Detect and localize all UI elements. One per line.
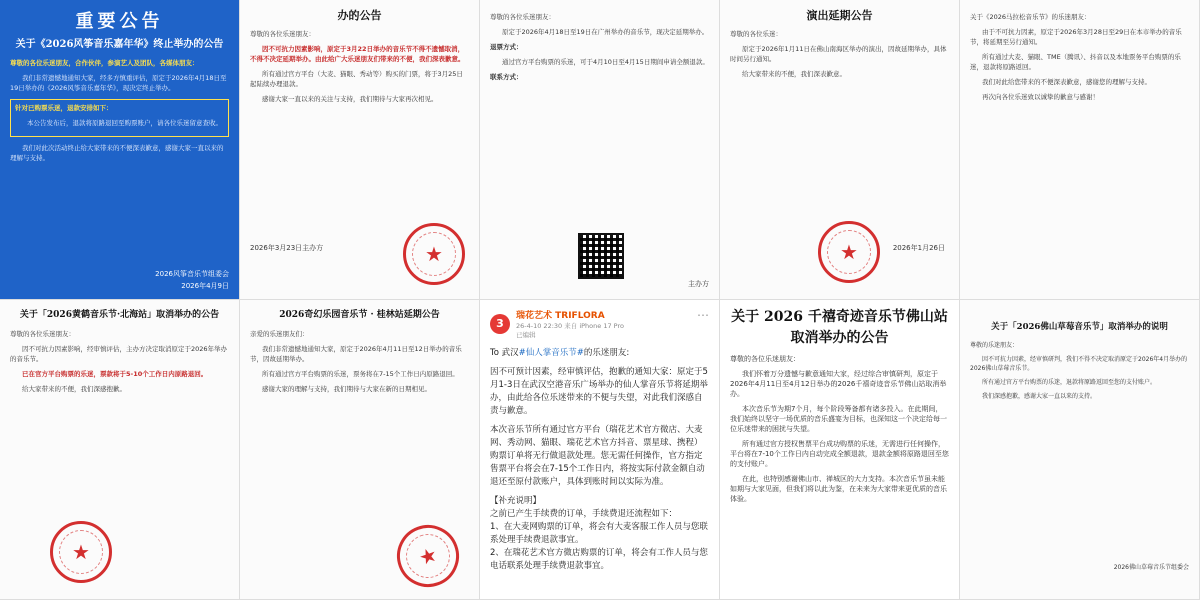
official-seal bbox=[388, 516, 467, 595]
official-seal bbox=[50, 521, 112, 583]
apology-paragraph: 我们对此次活动终止给大家带来的不便深表歉意，感谢大家一直以来的理解与支持。 bbox=[10, 144, 224, 162]
announcement-greeting: 尊敬的乐迷朋友： bbox=[970, 342, 1019, 349]
announcement-title: 2026奇幻乐园音乐节 · 桂林站延期公告 bbox=[279, 310, 440, 320]
organizer-signature: 2026年3月23日主办方 bbox=[250, 244, 324, 252]
announcement-paragraph: 我们非常遗憾地通知大家，经多方慎重评估，原定于2026年4月18日至19日举办的《2026风筝音乐嘉年华》，现决定终止举办。 bbox=[10, 74, 227, 92]
post-paragraph: 2、在瑞花艺术官方微店购票的订单，将会有工作人员与您电话联系处理手续费退款事宜。 bbox=[490, 548, 708, 571]
refund-paragraph: 所有通过官方平台（大麦、猫眼、秀动等）购买的门票，将于3月25日起陆续办理退款。 bbox=[250, 70, 463, 88]
announcement-greeting: 关于《2026马拉松音乐节》的乐迷朋友： bbox=[970, 13, 1091, 21]
refund-paragraph: 所有通过官方平台购票的乐迷，退款将原路返回至您的支付账户。 bbox=[982, 379, 1157, 386]
organizer-signature: 主办方 bbox=[688, 280, 709, 288]
refund-heading: 退票方式： bbox=[490, 43, 523, 51]
refund-paragraph bbox=[10, 369, 229, 379]
announcement-title: 关于「2026佛山草莓音乐节」取消举办的说明 bbox=[991, 322, 1168, 332]
refund-paragraph: 通过官方平台购票的乐迷，可于4月10日至4月15日期间申请全额退款。 bbox=[502, 58, 709, 66]
thanks-paragraph: 在此，也特别感谢佛山市、禅城区的大力支持。本次音乐节虽未能如期与大家见面，但我们将以此为鉴，在未来为大家带来更优质的音乐体验。 bbox=[730, 475, 947, 503]
announcement-tile-5 bbox=[960, 0, 1200, 300]
greeting-prefix: To 武汉 bbox=[490, 348, 519, 358]
seal-star-icon: ★ bbox=[415, 541, 441, 571]
post-paragraph: 之前已产生手续费的订单，手续费退还流程如下： bbox=[490, 509, 678, 519]
post-greeting bbox=[490, 347, 709, 360]
refund-paragraph: 所有通过官方授权售票平台成功购票的乐迷，无需进行任何操作，平台将在7-10个工作日内自动完成全额退款，退款金额将原路退回至您的支付账户。 bbox=[730, 440, 949, 468]
announcement-paragraph: 原定于2026年4月18日至19日在广州举办的音乐节，现决定延期举办。 bbox=[502, 28, 709, 36]
avatar[interactable]: 3 bbox=[490, 314, 510, 334]
seal-star-icon: ★ bbox=[425, 242, 443, 266]
announcement-heading: 重要公告 bbox=[75, 11, 164, 32]
announcement-tile-3 bbox=[480, 0, 720, 300]
announcement-paragraph: 我们非常遗憾地通知大家，原定于2026年4月11日至12日举办的音乐节，因故延期举办。 bbox=[250, 345, 462, 363]
announcement-greeting: 尊敬的各位乐迷： bbox=[730, 30, 782, 38]
announcement-greeting: 尊敬的各位乐迷朋友： bbox=[10, 330, 75, 338]
announcement-paragraph: 本次音乐节为期7个月，每个阶段筹备都有诸多投入。在此期间，我们始终以坚守一场优质的音乐盛宴为目标，也深知这一个决定给每一位乐迷带来的困扰与失望。 bbox=[730, 405, 947, 433]
organizer-signature: 2026佛山草莓音乐节组委会 bbox=[1113, 564, 1189, 571]
announcement-greeting: 尊敬的各位乐迷朋友，合作伙伴，参演艺人及团队，各媒体朋友： bbox=[10, 59, 199, 67]
post-edited-label: 已编辑 bbox=[516, 331, 536, 339]
announcement-paragraph: 由于不可抗力因素，原定于2026年3月28日至29日在本市举办的音乐节，将延期至另行通知。 bbox=[970, 28, 1182, 46]
post-device: 来自 iPhone 17 Pro bbox=[564, 322, 624, 330]
announcement-paragraph bbox=[250, 44, 469, 64]
apology-paragraph: 给大家带来的不便，我们深感抱歉。 bbox=[22, 385, 126, 393]
post-paragraph: 因不可预计因素，经审慎评估，抱歉的通知大家：原定于5月1-3日在武汉空港音乐广场举办的仙人掌音乐节将延期举办，由此给各位乐迷带来的不便与失望，对此我们深感自责与歉意。 bbox=[490, 367, 708, 416]
announcement-date: 2026年4月9日 bbox=[181, 282, 229, 290]
announcement-title-line2: 取消举办的公告 bbox=[790, 330, 889, 346]
more-options-icon[interactable]: ⋯ bbox=[697, 308, 709, 322]
announcement-greeting: 尊敬的各位乐迷朋友： bbox=[490, 13, 555, 21]
refund-paragraph: 所有通过官方平台购票的乐迷，票务将在7-15个工作日内原路退回。 bbox=[262, 370, 459, 378]
announcement-tile-9 bbox=[720, 300, 960, 600]
post-body bbox=[480, 343, 719, 583]
apology-paragraph: 我们深感抱歉，感谢大家一直以来的支持。 bbox=[982, 393, 1097, 400]
announcement-tile-6 bbox=[0, 300, 240, 600]
post-supplement-heading: 【补充说明】 bbox=[490, 496, 542, 506]
apology-paragraph: 我们对此给您带来的不便深表歉意，感谢您的理解与支持。 bbox=[982, 78, 1151, 86]
apology-paragraph: 给大家带来的不便，我们深表歉意。 bbox=[742, 70, 846, 78]
announcement-greeting: 尊敬的各位乐迷朋友： bbox=[250, 30, 315, 38]
post-time: 26-4-10 22:30 bbox=[516, 322, 563, 330]
announcement-title: 演出延期公告 bbox=[806, 9, 873, 22]
announcement-tile-10 bbox=[960, 300, 1200, 600]
organizer-signature: 2026风筝音乐节组委会 bbox=[155, 270, 229, 278]
seal-star-icon: ★ bbox=[72, 540, 90, 564]
official-seal bbox=[403, 223, 465, 285]
post-header bbox=[480, 300, 719, 343]
thanks-paragraph: 感谢大家的理解与支持，我们期待与大家在新的日期相见。 bbox=[262, 385, 431, 393]
announcement-tile-4 bbox=[720, 0, 960, 300]
refund-paragraph: 所有通过大麦、猫眼、TME（腾讯）、抖音以及本地票务平台购票的乐迷，退款将原路返回。 bbox=[970, 53, 1181, 71]
qr-code-icon bbox=[578, 233, 624, 279]
announcement-title: 办的公告 bbox=[337, 9, 382, 22]
announcement-title: 关于 2026 千禧奇迹音乐节佛山站 bbox=[731, 309, 948, 325]
announcement-paragraph: 因不可抗力因素，经审慎研判，我们不得不决定取消原定于2026年4月举办的2026佛山草莓音乐节。 bbox=[970, 356, 1188, 372]
official-seal bbox=[818, 221, 880, 283]
post-paragraph: 1、在大麦网购票的订单，将会有大麦客服工作人员与您联系处理手续费退款事宜。 bbox=[490, 522, 708, 545]
refund-notice-text: 本公告发布后，退款将原路退回至购票账户，请各位乐迷留意查收。 bbox=[27, 119, 222, 127]
announcement-title: 关于「2026黄鹤音乐节·北海站」取消举办的公告 bbox=[19, 310, 220, 320]
post-paragraph: 本次音乐节所有通过官方平台（瑞花艺术官方微店、大麦网、秀动网、猫眼、瑞花艺术官方抖音、票星球、携程）购票订单将无行做退款处理。您无需任何操作，官方指定售票平台将会在7-15个工作日内，将按实际付款金额自动退还至原付款账户，具体到账时间以实际为准。 bbox=[490, 425, 705, 487]
post-meta bbox=[516, 321, 624, 330]
announcement-title: 关于《2026风筝音乐嘉年华》终止举办的公告 bbox=[15, 39, 224, 50]
announcement-date: 2026年1月26日 bbox=[892, 244, 945, 252]
refund-notice-box bbox=[10, 99, 229, 137]
announcement-paragraph: 因不可抗力因素影响，经审慎评估，主办方决定取消原定于2026年举办的音乐节。 bbox=[10, 345, 228, 363]
hashtag-link[interactable]: #仙人掌音乐节# bbox=[518, 348, 584, 358]
social-post-tile bbox=[480, 300, 720, 600]
announcement-greeting: 亲爱的乐迷朋友们： bbox=[250, 330, 309, 338]
thanks-paragraph: 感谢大家一直以来的关注与支持，我们期待与大家再次相见。 bbox=[262, 95, 438, 103]
greeting-suffix: 的乐迷朋友: bbox=[583, 348, 630, 358]
announcement-tile-kite-festival bbox=[0, 0, 240, 300]
refund-notice-heading: 针对已购票乐迷，退款安排如下： bbox=[15, 104, 113, 112]
closing-line: 再次向各位乐迷致以诚挚的歉意与感谢！ bbox=[982, 93, 1099, 101]
contact-heading: 联系方式： bbox=[490, 73, 523, 81]
announcement-tile-2 bbox=[240, 0, 480, 300]
announcement-paragraph: 原定于2026年1月11日在佛山南海区举办的演出，因故延期举办，具体时间另行通知。 bbox=[730, 45, 947, 63]
post-username[interactable]: 瑞花艺术 TRIFLORA bbox=[516, 311, 605, 321]
highlighted-text: 已在官方平台购票的乐迷，票款将于5-10个工作日内原路退回。 bbox=[22, 370, 208, 378]
announcement-greeting: 尊敬的各位乐迷朋友： bbox=[730, 355, 800, 363]
highlighted-text: 因不可抗力因素影响，原定于3月22日举办的音乐节不得不遗憾取消，不得不决定延期举办。由此给广大乐迷朋友们带来的不便，我们深表歉意。 bbox=[250, 45, 465, 63]
seal-star-icon: ★ bbox=[840, 240, 858, 264]
announcement-paragraph: 我们怀着万分遗憾与歉意通知大家，经过综合审慎研判，原定于2026年4月11日至4月12日举办的2026千禧奇迹音乐节佛山站取消举办。 bbox=[730, 370, 947, 398]
announcement-tile-7 bbox=[240, 300, 480, 600]
